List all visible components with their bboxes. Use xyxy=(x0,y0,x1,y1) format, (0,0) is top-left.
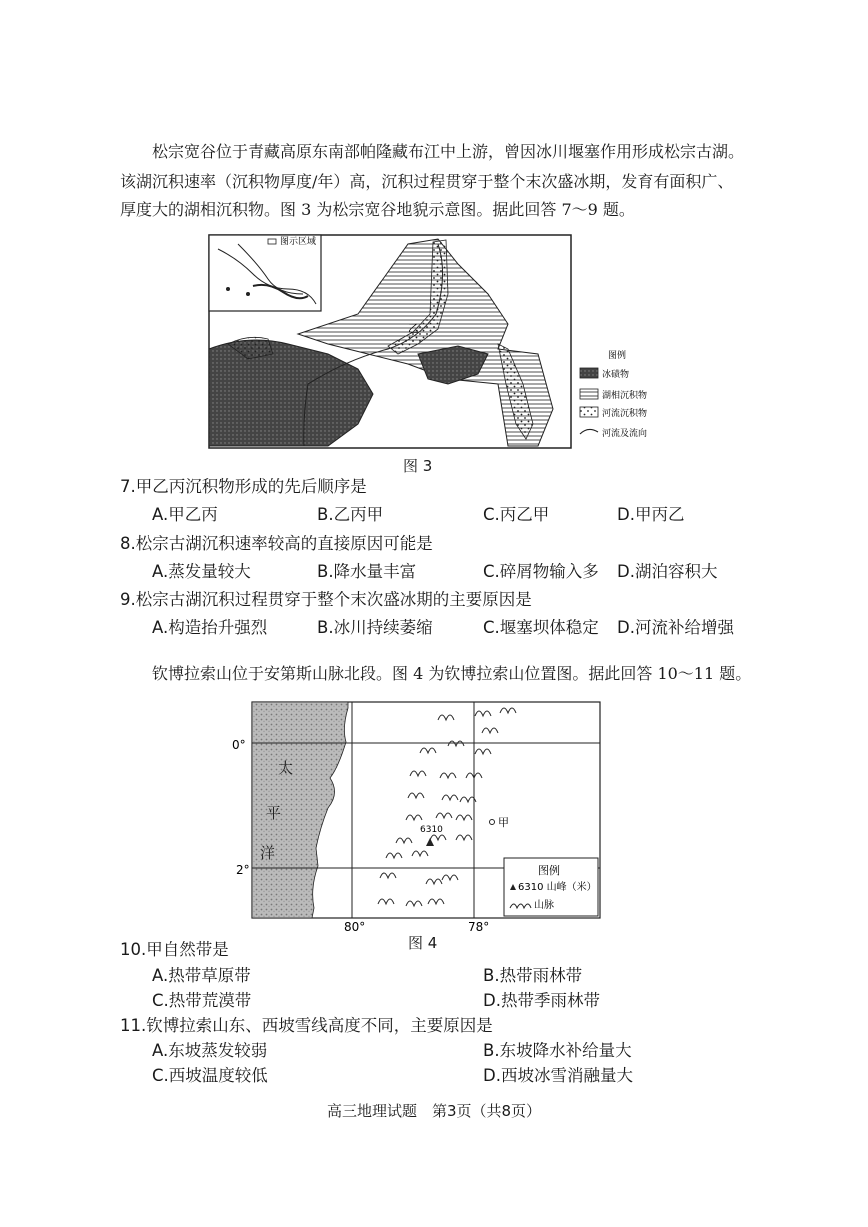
q8-option-c[interactable]: C.碎屑物输入多 xyxy=(483,562,599,581)
legend-peak-label: 6310 山峰（米） xyxy=(518,882,597,893)
page-footer: 高三地理试题 第3页（共8页） xyxy=(326,1102,542,1120)
lon-80: 80° xyxy=(344,920,366,934)
passage2: 钦博拉索山位于安第斯山脉北段。图 4 为钦博拉索山位置图。据此回答 10～11 题。 xyxy=(152,664,752,683)
q7-option-d[interactable]: D.甲丙乙 xyxy=(617,505,685,524)
q7-option-b[interactable]: B.乙丙甲 xyxy=(317,505,384,524)
q9-option-b[interactable]: B.冰川持续萎缩 xyxy=(317,618,433,637)
lon-78: 78° xyxy=(468,920,490,934)
label-yi: 乙 xyxy=(408,322,419,335)
inset-map xyxy=(209,235,321,311)
figure3-legend-title: 图例 xyxy=(608,351,627,361)
q7-option-a[interactable]: A.甲乙丙 xyxy=(152,505,218,524)
q9-option-a[interactable]: A.构造抬升强烈 xyxy=(152,618,268,637)
point-jia-marker xyxy=(490,820,495,825)
q10-option-a[interactable]: A.热带草原带 xyxy=(152,966,251,985)
legend-range-label: 山脉 xyxy=(534,900,554,911)
q10-option-b[interactable]: B.热带雨林带 xyxy=(483,966,583,985)
q10-option-d[interactable]: D.热带季雨林带 xyxy=(483,991,600,1010)
figure4-legend xyxy=(504,858,598,916)
passage1-line2: 该湖沉积速率（沉积物厚度/年）高，沉积过程贯穿于整个末次盛冰期，发育有面积广、 xyxy=(120,172,734,191)
q11-stem: 11.钦博拉索山东、西坡雪线高度不同，主要原因是 xyxy=(120,1016,493,1035)
legend-fluvial: 河流沉积物 xyxy=(602,409,648,419)
q9-option-c[interactable]: C.堰塞坝体稳定 xyxy=(483,618,599,637)
passage1-line3: 厚度大的湖相沉积物。图 3 为松宗宽谷地貌示意图。据此回答 7～9 题。 xyxy=(120,200,635,219)
figure4-caption: 图 4 xyxy=(408,934,438,952)
q9-option-d[interactable]: D.河流补给增强 xyxy=(617,618,734,637)
sea-char-1: 太 xyxy=(278,759,294,777)
legend-moraine: 冰碛物 xyxy=(602,370,630,380)
inset-legend-label: 图示区域 xyxy=(280,237,317,247)
peak-elevation: 6310 xyxy=(420,825,443,835)
q10-stem: 10.甲自然带是 xyxy=(120,940,229,959)
q11-option-c[interactable]: C.西坡温度较低 xyxy=(152,1066,268,1085)
legend-lake: 湖相沉积物 xyxy=(602,391,648,401)
q8-option-d[interactable]: D.湖泊容积大 xyxy=(617,562,718,581)
point-jia-label: 甲 xyxy=(498,816,509,829)
q7-stem: 7.甲乙丙沉积物形成的先后顺序是 xyxy=(120,477,367,496)
q10-option-c[interactable]: C.热带荒漠带 xyxy=(152,991,252,1010)
q8-stem: 8.松宗古湖沉积速率较高的直接原因可能是 xyxy=(120,534,433,553)
q9-stem: 9.松宗古湖沉积过程贯穿于整个末次盛冰期的主要原因是 xyxy=(120,590,532,609)
lat-0: 0° xyxy=(232,738,246,752)
q11-option-d[interactable]: D.西坡冰雪消融量大 xyxy=(483,1066,633,1085)
sea-char-2: 平 xyxy=(266,804,282,822)
passage1-line1: 松宗宽谷位于青藏高原东南部帕隆藏布江中上游，曾因冰川堰塞作用形成松宗古湖。 xyxy=(152,142,745,161)
q8-option-a[interactable]: A.蒸发量较大 xyxy=(152,562,251,581)
lat-2: 2° xyxy=(236,863,250,877)
figure4-map xyxy=(220,698,610,934)
q11-option-a[interactable]: A.东坡蒸发较弱 xyxy=(152,1041,268,1060)
figure3-caption: 图 3 xyxy=(403,457,433,475)
q7-option-c[interactable]: C.丙乙甲 xyxy=(483,505,550,524)
q11-option-b[interactable]: B.东坡降水补给量大 xyxy=(483,1041,632,1060)
figure4-legend-title: 图例 xyxy=(538,864,560,877)
q8-option-b[interactable]: B.降水量丰富 xyxy=(317,562,417,581)
sea-char-3: 洋 xyxy=(260,844,276,862)
figure3-map xyxy=(208,234,688,450)
figure3-legend xyxy=(580,349,647,439)
legend-river: 河流及流向 xyxy=(602,429,648,439)
